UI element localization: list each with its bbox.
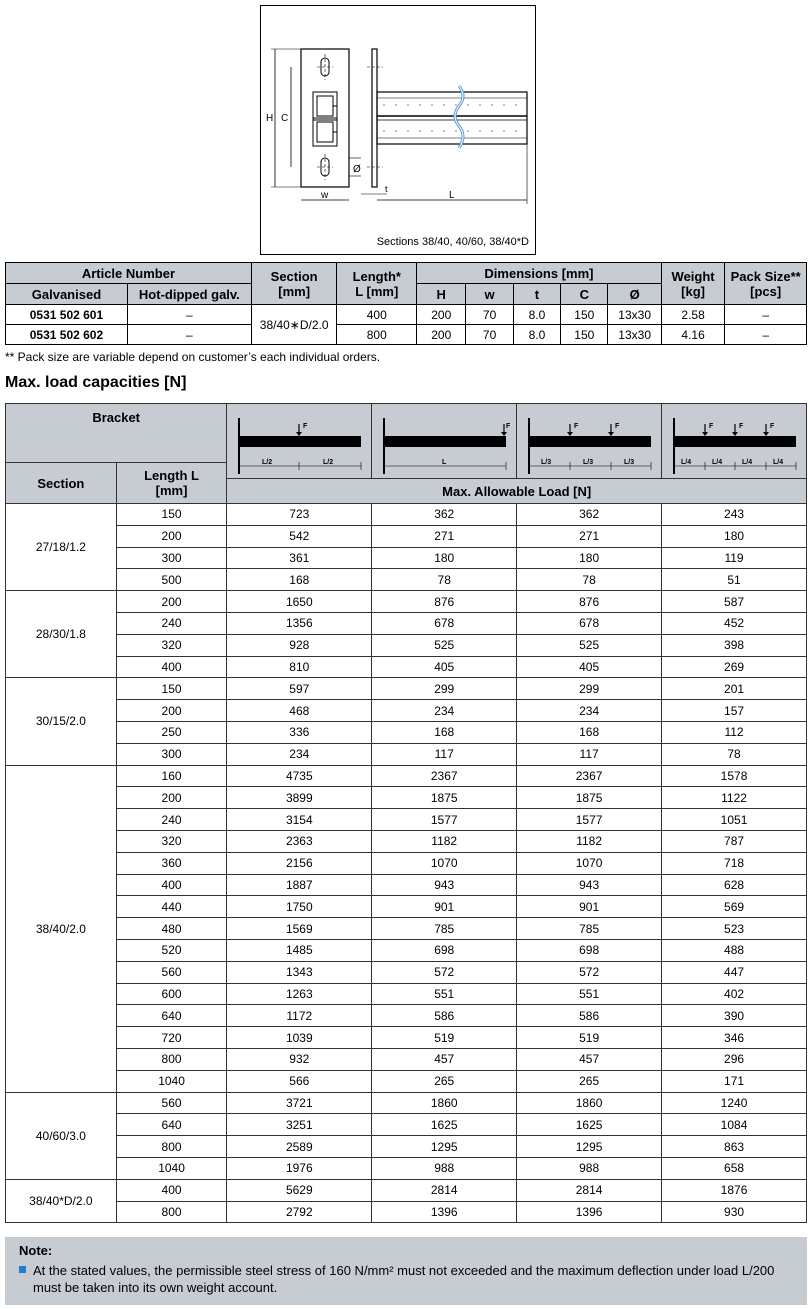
length-col-header: Length L [mm]: [116, 463, 227, 504]
note-box: [5, 1237, 807, 1305]
length-cell: 440: [116, 896, 227, 918]
load-value-cell: 943: [372, 874, 517, 896]
dim-w-label: w: [321, 190, 329, 201]
galvanised-cell: 0531 502 601: [6, 305, 128, 325]
load-value-cell: 572: [372, 961, 517, 983]
length-cell: 800: [116, 1136, 227, 1158]
load-value-cell: 1172: [227, 1005, 372, 1027]
load-value-cell: 1485: [227, 939, 372, 961]
dim-t-cell: 8.0: [513, 325, 560, 345]
load-value-cell: 362: [372, 504, 517, 526]
dim-w-cell: 70: [466, 305, 513, 325]
load-value-cell: 117: [517, 743, 662, 765]
load-value-cell: 1569: [227, 918, 372, 940]
load-value-cell: 3899: [227, 787, 372, 809]
load-value-cell: 3154: [227, 809, 372, 831]
load-value-cell: 718: [662, 852, 807, 874]
length-cell: 600: [116, 983, 227, 1005]
load-row: [6, 787, 807, 809]
load-value-cell: 566: [227, 1070, 372, 1092]
load-value-cell: 597: [227, 678, 372, 700]
length-cell: 800: [116, 1048, 227, 1070]
load-row: [6, 678, 807, 700]
svg-text:F: F: [574, 423, 579, 430]
length-header: Length* L [mm]: [337, 263, 417, 305]
load-value-cell: 117: [372, 743, 517, 765]
load-row: [6, 1048, 807, 1070]
length-cell: 720: [116, 1027, 227, 1049]
length-cell: 200: [116, 787, 227, 809]
load-value-cell: 171: [662, 1070, 807, 1092]
load-row: [6, 918, 807, 940]
load-value-cell: 265: [372, 1070, 517, 1092]
svg-text:F: F: [709, 423, 714, 430]
length-cell: 400: [116, 1179, 227, 1201]
load-value-cell: 1876: [662, 1179, 807, 1201]
svg-text:L/4: L/4: [712, 459, 723, 466]
load-value-cell: 1070: [517, 852, 662, 874]
load-case-thirds-icon: [517, 404, 662, 479]
load-value-cell: 863: [662, 1136, 807, 1158]
note-title: Note:: [19, 1243, 53, 1258]
length-cell: 320: [116, 634, 227, 656]
load-value-cell: 810: [227, 656, 372, 678]
galvanised-cell: 0531 502 602: [6, 325, 128, 345]
load-value-cell: 587: [662, 591, 807, 613]
load-value-cell: 932: [227, 1048, 372, 1070]
load-row: [6, 983, 807, 1005]
drawing-caption: Sections 38/40, 40/60, 38/40*D: [376, 236, 529, 248]
length-cell: 560: [116, 961, 227, 983]
weight-cell: 2.58: [661, 305, 724, 325]
load-value-cell: 271: [517, 525, 662, 547]
dim-h-cell: 200: [417, 325, 466, 345]
length-cell: 300: [116, 547, 227, 569]
weight-header: Weight [kg]: [661, 263, 724, 305]
length-cell: 250: [116, 721, 227, 743]
load-value-cell: 1039: [227, 1027, 372, 1049]
load-value-cell: 234: [517, 700, 662, 722]
length-cell: 560: [116, 1092, 227, 1114]
load-row: [6, 1179, 807, 1201]
load-row: [6, 612, 807, 634]
load-value-cell: 1084: [662, 1114, 807, 1136]
dim-o-cell: 13x30: [608, 325, 661, 345]
pack-size-note: ** Pack size are variable depend on customer’s each individual orders.: [5, 350, 381, 364]
load-value-cell: 551: [372, 983, 517, 1005]
pack-size-header: Pack Size** [pcs]: [725, 263, 807, 305]
load-row: [6, 961, 807, 983]
load-value-cell: 876: [372, 591, 517, 613]
load-row: [6, 830, 807, 852]
load-value-cell: 405: [372, 656, 517, 678]
load-value-cell: 678: [372, 612, 517, 634]
load-row: [6, 721, 807, 743]
load-value-cell: 930: [662, 1201, 807, 1223]
load-value-cell: 901: [517, 896, 662, 918]
load-value-cell: 299: [517, 678, 662, 700]
load-value-cell: 569: [662, 896, 807, 918]
length-cell: 400: [116, 656, 227, 678]
load-value-cell: 1396: [372, 1201, 517, 1223]
load-row: [6, 504, 807, 526]
load-value-cell: 157: [662, 700, 807, 722]
load-value-cell: 1295: [372, 1136, 517, 1158]
load-value-cell: 168: [227, 569, 372, 591]
load-value-cell: 1650: [227, 591, 372, 613]
load-row: [6, 874, 807, 896]
load-value-cell: 346: [662, 1027, 807, 1049]
load-value-cell: 523: [662, 918, 807, 940]
length-cell: 150: [116, 504, 227, 526]
load-value-cell: 785: [517, 918, 662, 940]
load-value-cell: 1240: [662, 1092, 807, 1114]
load-value-cell: 787: [662, 830, 807, 852]
load-value-cell: 488: [662, 939, 807, 961]
length-cell: 240: [116, 612, 227, 634]
load-value-cell: 457: [517, 1048, 662, 1070]
load-value-cell: 112: [662, 721, 807, 743]
load-row: [6, 896, 807, 918]
load-value-cell: 1625: [372, 1114, 517, 1136]
load-row: [6, 809, 807, 831]
svg-text:L/4: L/4: [773, 459, 784, 466]
load-row: [6, 1136, 807, 1158]
length-cell: 150: [116, 678, 227, 700]
load-case-center-icon: [227, 404, 372, 479]
load-value-cell: 551: [517, 983, 662, 1005]
length-cell: 160: [116, 765, 227, 787]
load-value-cell: 1625: [517, 1114, 662, 1136]
load-value-cell: 1860: [372, 1092, 517, 1114]
load-value-cell: 1887: [227, 874, 372, 896]
load-capacity-table: [5, 403, 807, 1223]
dim-h-label: H: [266, 113, 274, 124]
load-value-cell: 628: [662, 874, 807, 896]
galvanised-header: Galvanised: [6, 284, 128, 305]
load-row: [6, 765, 807, 787]
load-value-cell: 269: [662, 656, 807, 678]
length-cell: 500: [116, 569, 227, 591]
dim-c-label: C: [281, 113, 289, 124]
dim-l-label: L: [449, 190, 455, 201]
load-value-cell: 78: [517, 569, 662, 591]
length-cell: 1040: [116, 1070, 227, 1092]
length-cell: 200: [116, 525, 227, 547]
svg-text:L/2: L/2: [323, 459, 334, 466]
load-value-cell: 119: [662, 547, 807, 569]
length-cell: 320: [116, 830, 227, 852]
svg-text:L: L: [442, 459, 447, 466]
bracket-header: Bracket: [6, 404, 227, 463]
load-value-cell: 201: [662, 678, 807, 700]
load-value-cell: 243: [662, 504, 807, 526]
length-cell: 640: [116, 1005, 227, 1027]
load-value-cell: 3721: [227, 1092, 372, 1114]
load-row: [6, 1201, 807, 1223]
load-value-cell: 390: [662, 1005, 807, 1027]
length-cell: 520: [116, 939, 227, 961]
load-row: [6, 591, 807, 613]
load-row: [6, 1070, 807, 1092]
section-cell: 30/15/2.0: [6, 678, 117, 765]
note-text-content: At the stated values, the permissible steel stress of 160 N/mm² must not exceeded and the maximum deflection under load L/200 must be taken into its own weight account.: [33, 1263, 775, 1295]
load-value-cell: 876: [517, 591, 662, 613]
load-value-cell: 2792: [227, 1201, 372, 1223]
svg-text:F: F: [506, 423, 511, 430]
length-cell: 400: [337, 305, 417, 325]
dim-o-label: Ø: [353, 164, 361, 175]
max-load-header: Max. Allowable Load [N]: [227, 479, 807, 504]
load-value-cell: 234: [372, 700, 517, 722]
load-value-cell: 2363: [227, 830, 372, 852]
load-capacities-title: Max. load capacities [N]: [5, 374, 187, 391]
load-value-cell: 1182: [517, 830, 662, 852]
load-value-cell: 1860: [517, 1092, 662, 1114]
load-value-cell: 452: [662, 612, 807, 634]
load-value-cell: 1051: [662, 809, 807, 831]
dim-o-cell: 13x30: [608, 305, 661, 325]
load-value-cell: 2156: [227, 852, 372, 874]
load-value-cell: 457: [372, 1048, 517, 1070]
dim-c-cell: 150: [561, 325, 608, 345]
article-row: [6, 305, 807, 325]
load-value-cell: 1356: [227, 612, 372, 634]
load-value-cell: 698: [517, 939, 662, 961]
article-row: [6, 325, 807, 345]
load-value-cell: 271: [372, 525, 517, 547]
length-cell: 300: [116, 743, 227, 765]
pack-cell: –: [725, 305, 807, 325]
load-value-cell: 1875: [517, 787, 662, 809]
bullet-icon: [19, 1266, 26, 1273]
length-cell: 480: [116, 918, 227, 940]
load-value-cell: 928: [227, 634, 372, 656]
load-value-cell: 2814: [517, 1179, 662, 1201]
article-number-header: Article Number: [6, 263, 252, 284]
load-value-cell: 1577: [372, 809, 517, 831]
load-value-cell: 901: [372, 896, 517, 918]
load-value-cell: 525: [372, 634, 517, 656]
svg-text:L/3: L/3: [583, 459, 594, 466]
load-value-cell: 1875: [372, 787, 517, 809]
load-case-quarters-icon: [662, 404, 807, 479]
load-value-cell: 678: [517, 612, 662, 634]
load-value-cell: 785: [372, 918, 517, 940]
load-row: [6, 1157, 807, 1179]
load-value-cell: 1976: [227, 1157, 372, 1179]
load-value-cell: 525: [517, 634, 662, 656]
svg-text:L/2: L/2: [262, 459, 273, 466]
load-value-cell: 180: [662, 525, 807, 547]
load-row: [6, 1092, 807, 1114]
weight-cell: 4.16: [661, 325, 724, 345]
load-value-cell: 51: [662, 569, 807, 591]
section-col-header: Section: [6, 463, 117, 504]
load-case-end-icon: [372, 404, 517, 479]
load-value-cell: 1577: [517, 809, 662, 831]
load-value-cell: 572: [517, 961, 662, 983]
load-value-cell: 519: [372, 1027, 517, 1049]
load-value-cell: 988: [517, 1157, 662, 1179]
load-row: [6, 1005, 807, 1027]
load-row: [6, 525, 807, 547]
load-value-cell: 1070: [372, 852, 517, 874]
load-value-cell: 447: [662, 961, 807, 983]
dim-h-header: H: [417, 284, 466, 305]
load-value-cell: 1578: [662, 765, 807, 787]
load-row: [6, 939, 807, 961]
load-value-cell: 1396: [517, 1201, 662, 1223]
load-value-cell: 405: [517, 656, 662, 678]
load-value-cell: 398: [662, 634, 807, 656]
svg-text:L/3: L/3: [541, 459, 552, 466]
dim-w-header: w: [466, 284, 513, 305]
load-value-cell: 168: [517, 721, 662, 743]
section-cell: 40/60/3.0: [6, 1092, 117, 1179]
section-cell: 38/40∗D/2.0: [251, 305, 337, 345]
svg-text:F: F: [615, 423, 620, 430]
dim-t-header: t: [513, 284, 560, 305]
svg-text:F: F: [739, 423, 744, 430]
load-value-cell: 1750: [227, 896, 372, 918]
load-value-cell: 519: [517, 1027, 662, 1049]
load-value-cell: 1263: [227, 983, 372, 1005]
load-value-cell: 361: [227, 547, 372, 569]
length-cell: 360: [116, 852, 227, 874]
length-cell: 800: [337, 325, 417, 345]
section-cell: 38/40*D/2.0: [6, 1179, 117, 1223]
load-value-cell: 299: [372, 678, 517, 700]
load-value-cell: 3251: [227, 1114, 372, 1136]
load-row: [6, 700, 807, 722]
dim-c-header: C: [561, 284, 608, 305]
bracket-drawing-svg: [261, 6, 537, 256]
load-row: [6, 547, 807, 569]
load-row: [6, 743, 807, 765]
pack-cell: –: [725, 325, 807, 345]
hot-dipped-cell: –: [127, 325, 251, 345]
load-value-cell: 78: [372, 569, 517, 591]
section-header: Section [mm]: [251, 263, 337, 305]
dim-o-header: Ø: [608, 284, 661, 305]
load-value-cell: 265: [517, 1070, 662, 1092]
load-value-cell: 943: [517, 874, 662, 896]
svg-text:L/4: L/4: [681, 459, 692, 466]
svg-text:F: F: [770, 423, 775, 430]
hot-dipped-header: Hot-dipped galv.: [127, 284, 251, 305]
load-row: [6, 656, 807, 678]
section-cell: 38/40/2.0: [6, 765, 117, 1092]
load-value-cell: 78: [662, 743, 807, 765]
load-value-cell: 2367: [372, 765, 517, 787]
length-cell: 1040: [116, 1157, 227, 1179]
load-value-cell: 1295: [517, 1136, 662, 1158]
load-value-cell: 1182: [372, 830, 517, 852]
load-row: [6, 852, 807, 874]
load-value-cell: 542: [227, 525, 372, 547]
svg-text:L/3: L/3: [624, 459, 635, 466]
dim-t-cell: 8.0: [513, 305, 560, 325]
load-value-cell: 698: [372, 939, 517, 961]
load-table-body: [6, 504, 807, 1223]
section-cell: 28/30/1.8: [6, 591, 117, 678]
load-value-cell: 2367: [517, 765, 662, 787]
hot-dipped-cell: –: [127, 305, 251, 325]
length-cell: 640: [116, 1114, 227, 1136]
note-text: [19, 1262, 793, 1296]
svg-text:F: F: [303, 423, 308, 430]
load-row: [6, 634, 807, 656]
load-value-cell: 586: [372, 1005, 517, 1027]
load-value-cell: 1343: [227, 961, 372, 983]
load-value-cell: 180: [517, 547, 662, 569]
length-cell: 200: [116, 591, 227, 613]
article-table: [5, 262, 807, 345]
load-value-cell: 988: [372, 1157, 517, 1179]
load-value-cell: 723: [227, 504, 372, 526]
length-cell: 800: [116, 1201, 227, 1223]
dim-h-cell: 200: [417, 305, 466, 325]
load-value-cell: 4735: [227, 765, 372, 787]
dim-t-label: t: [385, 184, 388, 194]
load-value-cell: 336: [227, 721, 372, 743]
length-cell: 200: [116, 700, 227, 722]
length-cell: 400: [116, 874, 227, 896]
length-cell: 240: [116, 809, 227, 831]
svg-text:L/4: L/4: [742, 459, 753, 466]
load-value-cell: 586: [517, 1005, 662, 1027]
load-value-cell: 2589: [227, 1136, 372, 1158]
load-value-cell: 180: [372, 547, 517, 569]
technical-drawing: [260, 5, 536, 255]
dimensions-header: Dimensions [mm]: [417, 263, 662, 284]
load-row: [6, 1114, 807, 1136]
load-value-cell: 362: [517, 504, 662, 526]
load-value-cell: 296: [662, 1048, 807, 1070]
section-cell: 27/18/1.2: [6, 504, 117, 591]
load-value-cell: 402: [662, 983, 807, 1005]
load-row: [6, 1027, 807, 1049]
load-value-cell: 234: [227, 743, 372, 765]
load-value-cell: 1122: [662, 787, 807, 809]
load-value-cell: 468: [227, 700, 372, 722]
dim-w-cell: 70: [466, 325, 513, 345]
load-row: [6, 569, 807, 591]
dim-c-cell: 150: [561, 305, 608, 325]
load-value-cell: 2814: [372, 1179, 517, 1201]
load-value-cell: 168: [372, 721, 517, 743]
load-value-cell: 658: [662, 1157, 807, 1179]
load-value-cell: 5629: [227, 1179, 372, 1201]
